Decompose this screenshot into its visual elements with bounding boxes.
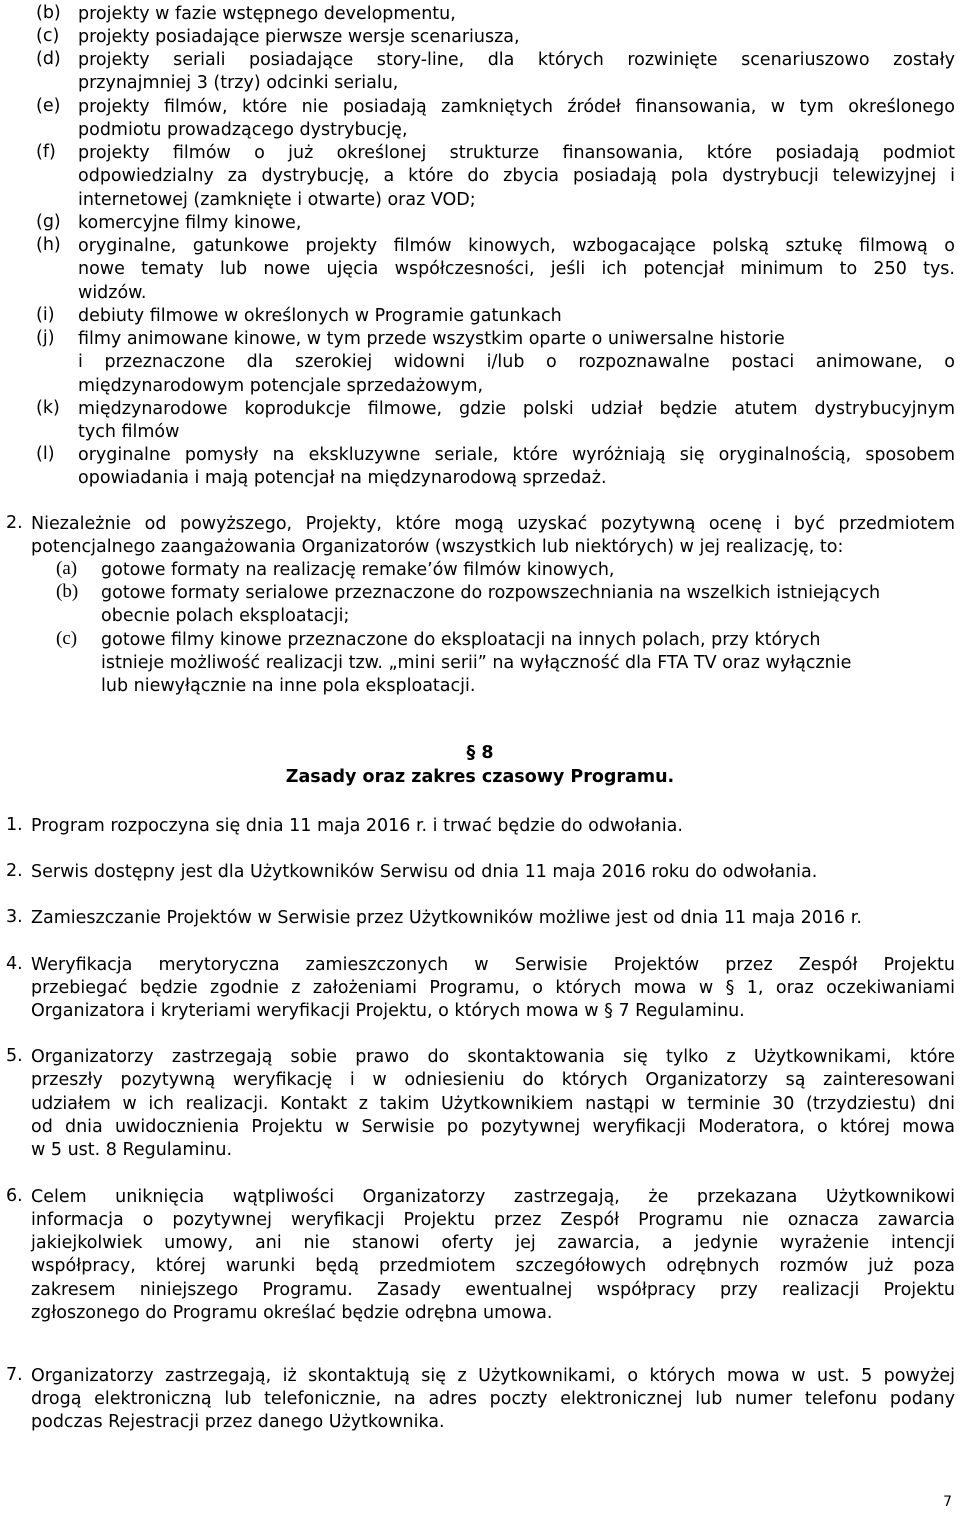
page-number: 7 [943, 1494, 952, 1510]
list-item-text: gotowe formaty serialowe przeznaczone do rozpowszechniania na wszelkich istniejących [101, 583, 881, 603]
paragraph-text: jakiejkolwiek umowy, ani nie stanowi oferty jej zawarcia, a jedynie wyrażenie intencji [31, 1233, 955, 1253]
list-label: (b) [36, 3, 61, 23]
list-label: (i) [36, 305, 55, 325]
list-item-text: komercyjne filmy kinowe, [78, 213, 302, 233]
list-label: (l) [36, 444, 55, 464]
list-item-text: obecnie polach eksploatacji; [101, 606, 350, 626]
list-item-text: odpowiedzialny za dystrybucję, a które do zbycia posiadają pola dystrybucji telewizyjnej i [78, 166, 955, 186]
paragraph-text: Serwis dostępny jest dla Użytkowników Serwisu od dnia 11 maja 2016 roku do odwołania. [31, 862, 818, 882]
list-item-text: gotowe formaty na realizację remake’ów filmów kinowych, [101, 560, 615, 580]
paragraph-text: od dnia uwidocznienia Projektu w Serwisie po pozytywnej weryfikacji Moderatora, o której mowa [31, 1117, 955, 1137]
paragraph-text: informacja o pozytywnej weryfikacji Projektu przez Zespół Programu nie oznacza zawarcia [31, 1210, 955, 1230]
list-item-text: filmy animowane kinowe, w tym przede wszystkim oparte o uniwersalne historie [78, 329, 785, 349]
list-label: (c) [36, 26, 60, 46]
list-item-text: projekty posiadające pierwsze wersje scenariusza, [78, 27, 520, 47]
list-item-text: projekty filmów o już określonej strukturze finansowania, które posiadają podmiot [78, 143, 955, 163]
list-item-text: projekty w fazie wstępnego developmentu, [78, 4, 456, 24]
list-item-text: międzynarodowym potencjale sprzedażowym, [78, 376, 484, 396]
paragraph-number: 3. [6, 907, 23, 927]
list-item-text: gotowe filmy kinowe przeznaczone do eksploatacji na innych polach, przy których [101, 630, 821, 650]
list-label: (a) [56, 558, 78, 579]
paragraph-text: współpracy, której warunki będą przedmiotem szczegółowych odrębnych rozmów już poza [31, 1256, 955, 1276]
list-label: (e) [36, 96, 61, 116]
paragraph-text: Organizatorzy zastrzegają, iż skontaktują się z Użytkownikami, o których mowa w ust. 5 powyżej [31, 1366, 955, 1386]
paragraph-text: Weryfikacja merytoryczna zamieszczonych w Serwisie Projektów przez Zespół Projektu [31, 955, 955, 975]
paragraph-text: zgłoszonego do Programu określać będzie odrębna umowa. [31, 1303, 553, 1323]
list-item-text: oryginalne pomysły na ekskluzywne seriale, które wyróżniają się oryginalnością, sposobem [78, 445, 955, 465]
list-item-text: tych filmów [78, 422, 180, 442]
list-label: (j) [36, 328, 55, 348]
list-item-text: projekty filmów, które nie posiadają zamkniętych źródeł finansowania, w tym określonego [78, 97, 955, 117]
list-item-text: międzynarodowe koprodukcje filmowe, gdzie polski udział będzie atutem dystrybucyjnym [78, 399, 955, 419]
list-item-text: opowiadania i mają potencjał na międzynarodową sprzedaż. [78, 468, 607, 488]
list-label: (g) [36, 212, 61, 232]
list-item-text: internetowej (zamknięte i otwarte) oraz VOD; [78, 190, 476, 210]
list-item-text: oryginalne, gatunkowe projekty filmów kinowych, wzbogacające polską sztukę filmową o [78, 236, 955, 256]
list-item-text: podmiotu prowadzącego dystrybucję, [78, 120, 408, 140]
paragraph-text: Celem uniknięcia wątpliwości Organizatorzy zastrzegają, że przekazana Użytkownikowi [31, 1187, 955, 1207]
paragraph-text: Program rozpoczyna się dnia 11 maja 2016 r. i trwać będzie do odwołania. [31, 816, 683, 836]
list-item-text: lub niewyłącznie na inne pola eksploatacji. [101, 676, 476, 696]
list-item-text: i przeznaczone dla szerokiej widowni i/lub o rozpoznawalne postaci animowane, o [78, 352, 955, 372]
paragraph-text: Zamieszczanie Projektów w Serwisie przez Użytkowników możliwe jest od dnia 11 maja 2016 r. [31, 908, 862, 928]
list-label: (c) [56, 628, 78, 649]
paragraph-text: Niezależnie od powyższego, Projekty, które mogą uzyskać pozytywną ocenę i być przedmiotem [31, 514, 955, 534]
paragraph-number: 1. [6, 815, 23, 835]
paragraph-text: Organizatora i kryteriami weryfikacji Projektu, o których mowa w § 7 Regulaminu. [31, 1001, 745, 1021]
paragraph-text: drogą elektroniczną lub telefonicznie, na adres poczty elektronicznej lub numer telefonu podany [31, 1389, 955, 1409]
paragraph-text: potencjalnego zaangażowania Organizatorów (wszystkich lub niektórych) w jej realizację, to: [31, 537, 844, 557]
section-number: § 8 [466, 743, 494, 763]
list-label: (d) [36, 49, 61, 69]
paragraph-text: w 5 ust. 8 Regulaminu. [31, 1140, 233, 1160]
paragraph-text: przebiegać będzie zgodnie z założeniami Programu, o których mowa w § 1, oraz oczekiwaniami [31, 978, 955, 998]
paragraph-text: Organizatorzy zastrzegają sobie prawo do skontaktowania się tylko z Użytkownikami, które [31, 1047, 955, 1067]
list-item-text: debiuty filmowe w określonych w Programie gatunkach [78, 306, 562, 326]
paragraph-text: przeszły pozytywną weryfikację i w odniesieniu do których Organizatorzy są zainteresowani [31, 1070, 955, 1090]
list-label: (b) [56, 581, 79, 602]
paragraph-number: 7. [6, 1365, 23, 1385]
paragraph-number: 6. [6, 1186, 23, 1206]
paragraph-text: podczas Rejestracji przez danego Użytkownika. [31, 1412, 445, 1432]
paragraph-number: 2. [6, 513, 23, 533]
list-item-text: projekty seriali posiadające story-line, dla których rozwinięte scenariuszowo zostały [78, 50, 955, 70]
list-item-text: przynajmniej 3 (trzy) odcinki serialu, [78, 73, 399, 93]
section-title: Zasady oraz zakres czasowy Programu. [285, 767, 675, 787]
list-item-text: widzów. [78, 283, 147, 303]
list-label: (k) [36, 398, 60, 418]
list-item-text: istnieje możliwość realizacji tzw. „mini serii” na wyłączność dla FTA TV oraz wyłącznie [101, 653, 852, 673]
paragraph-text: udziałem w ich realizacji. Kontakt z takim Użytkownikiem nastąpi w terminie 30 (trzydziestu) dni [31, 1094, 955, 1114]
list-label: (h) [36, 235, 61, 255]
paragraph-number: 5. [6, 1046, 23, 1066]
paragraph-text: zakresem niniejszego Programu. Zasady ewentualnej współpracy przy realizacji Projektu [31, 1280, 955, 1300]
paragraph-number: 2. [6, 861, 23, 881]
list-label: (f) [36, 142, 56, 162]
list-item-text: nowe tematy lub nowe ujęcia współczesności, jeśli ich potencjał minimum to 250 tys. [78, 259, 955, 279]
paragraph-number: 4. [6, 954, 23, 974]
